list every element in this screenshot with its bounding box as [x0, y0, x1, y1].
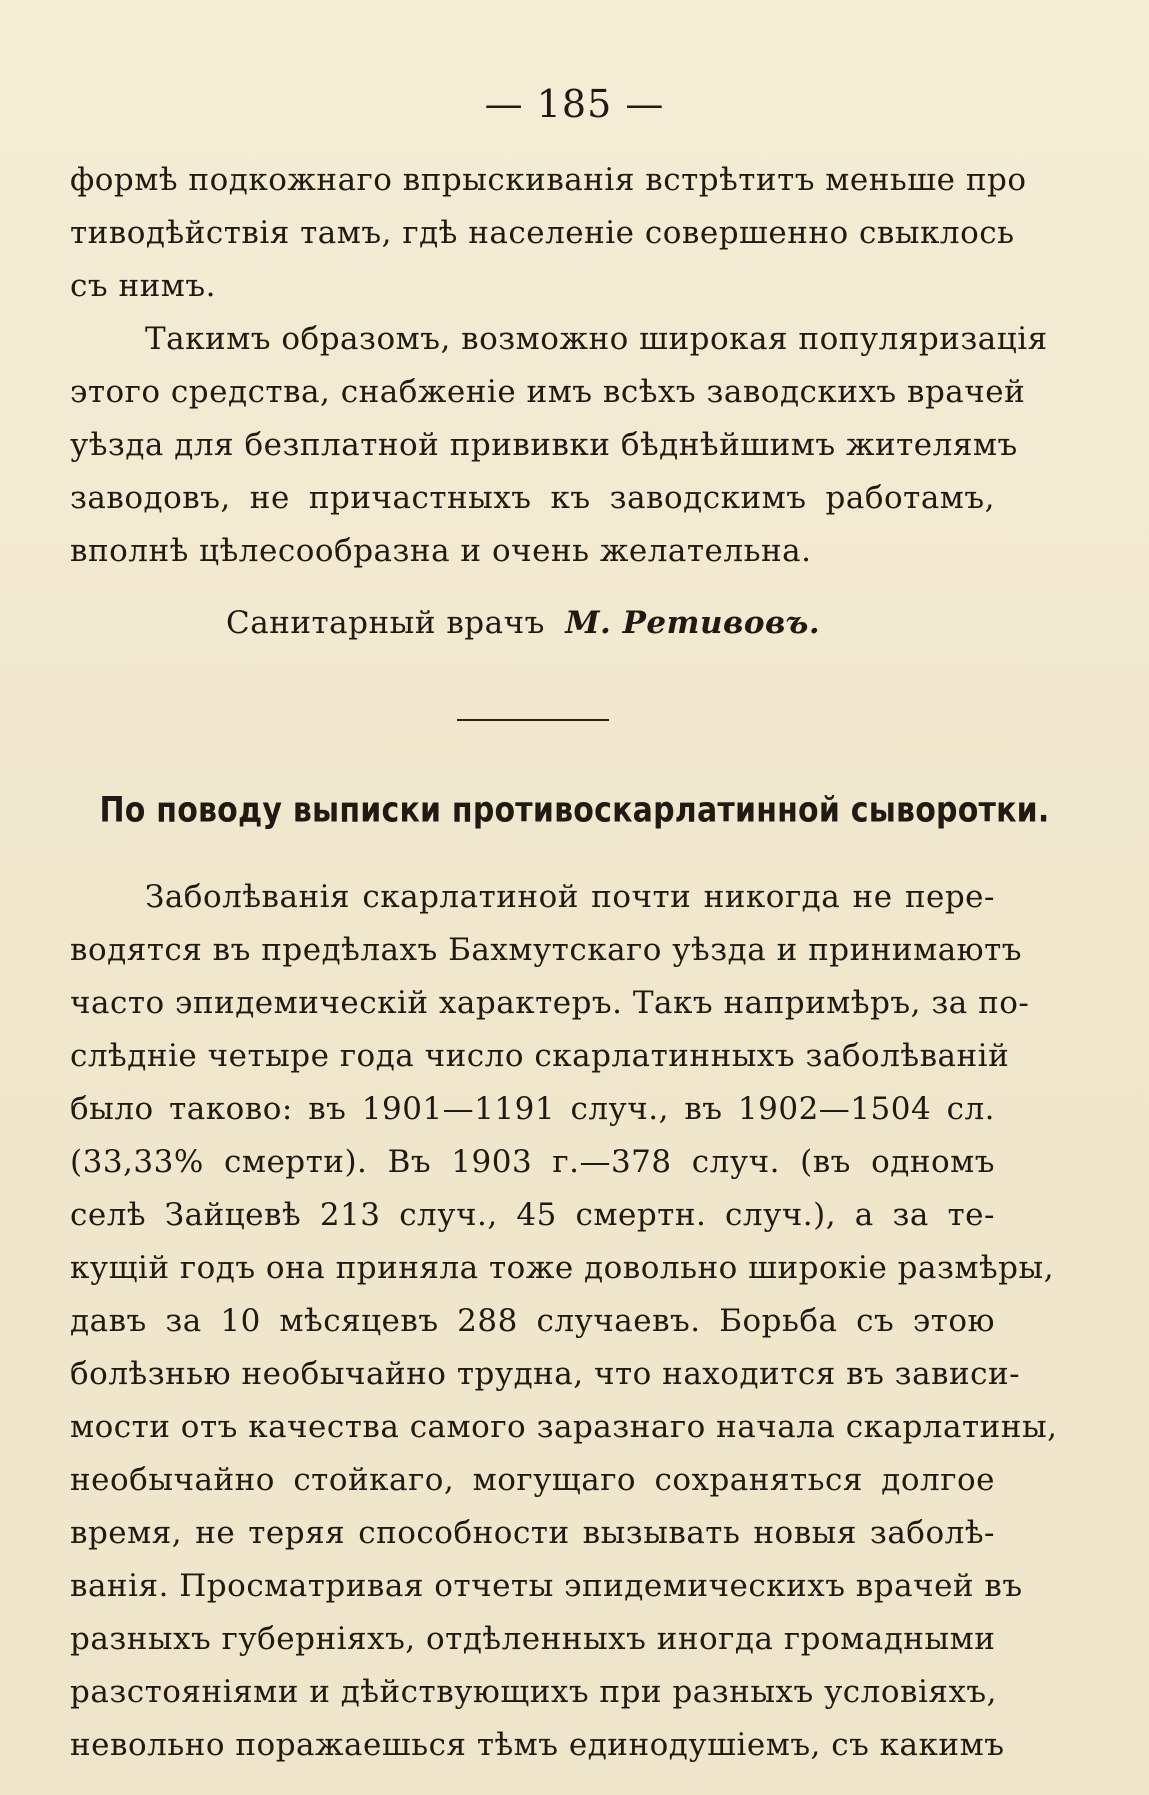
text-line: вполнѣ цѣлесообразна и очень желательна.	[70, 533, 812, 569]
section-heading: По поводу выписки противоскарлатинной сыворотки.	[99, 790, 1050, 831]
text-line: заводовъ, не причастныхъ къ заводскимъ работамъ,	[70, 480, 995, 516]
signature	[226, 605, 820, 641]
text-line: кущій годъ она приняла тоже довольно широкіе размѣры,	[70, 1250, 1055, 1286]
paragraph-continuation	[70, 154, 1027, 313]
text-line: необычайно стойкаго, могущаго сохраняться долгое	[70, 1462, 995, 1498]
text-line: (33,33% смерти). Въ 1903 г.—378 случ. (въ одномъ	[70, 1144, 995, 1180]
text-line: водятся въ предѣлахъ Бахмутскаго уѣзда и принимаютъ	[70, 932, 1023, 968]
signature-name: М. Ретивовъ.	[565, 605, 821, 641]
text-line: ванія. Просматривая отчеты эпидемическихъ врачей въ	[70, 1568, 1023, 1604]
text-line: Заболѣванія скарлатиной почти никогда не пере-	[145, 879, 995, 915]
text-line: давъ за 10 мѣсяцевъ 288 случаевъ. Борьба съ этою	[70, 1303, 995, 1339]
section-divider	[457, 719, 609, 721]
text-line: тиводѣйствія тамъ, гдѣ населеніе совершенно свыклось	[70, 215, 1015, 251]
text-line: селѣ Зайцевѣ 213 случ., 45 смертн. случ.), а за те-	[70, 1197, 995, 1233]
text-line: болѣзнью необычайно трудна, что находится въ зависи-	[70, 1356, 1021, 1392]
text-line: невольно поражаешься тѣмъ единодушіемъ, съ какимъ	[70, 1727, 1005, 1763]
text-line: слѣдніе четыре года число скарлатинныхъ заболѣваній	[70, 1038, 1010, 1074]
text-line: время, не теряя способности вызывать новыя заболѣ-	[70, 1515, 995, 1551]
text-line: съ нимъ.	[70, 268, 216, 304]
text-line: Такимъ образомъ, возможно широкая популяризація	[145, 321, 1048, 357]
text-line: разстояніями и дѣйствующихъ при разныхъ условіяхъ,	[70, 1674, 998, 1710]
text-line: было таково: въ 1901—1191 случ., въ 1902—1504 сл.	[70, 1091, 995, 1127]
paragraph-conclusion	[70, 313, 1048, 578]
text-line: мости отъ качества самого заразнаго начала скарлатины,	[70, 1409, 1058, 1445]
text-line: уѣзда для безплатной прививки бѣднѣйшимъ жителямъ	[70, 427, 1018, 463]
paragraph-body	[70, 871, 1058, 1772]
text-line: разныхъ губерніяхъ, отдѣленныхъ иногда громадными	[70, 1621, 996, 1657]
text-line: этого средства, снабженіе имъ всѣхъ заводскихъ врачей	[70, 374, 1026, 410]
page-number: — 185 —	[484, 82, 665, 126]
text-line: часто эпидемическій характеръ. Такъ напримѣръ, за по-	[70, 985, 1030, 1021]
text-line: формѣ подкожнаго впрыскиванія встрѣтитъ меньше про	[70, 162, 1027, 198]
signature-title: Санитарный врачъ	[226, 605, 545, 641]
